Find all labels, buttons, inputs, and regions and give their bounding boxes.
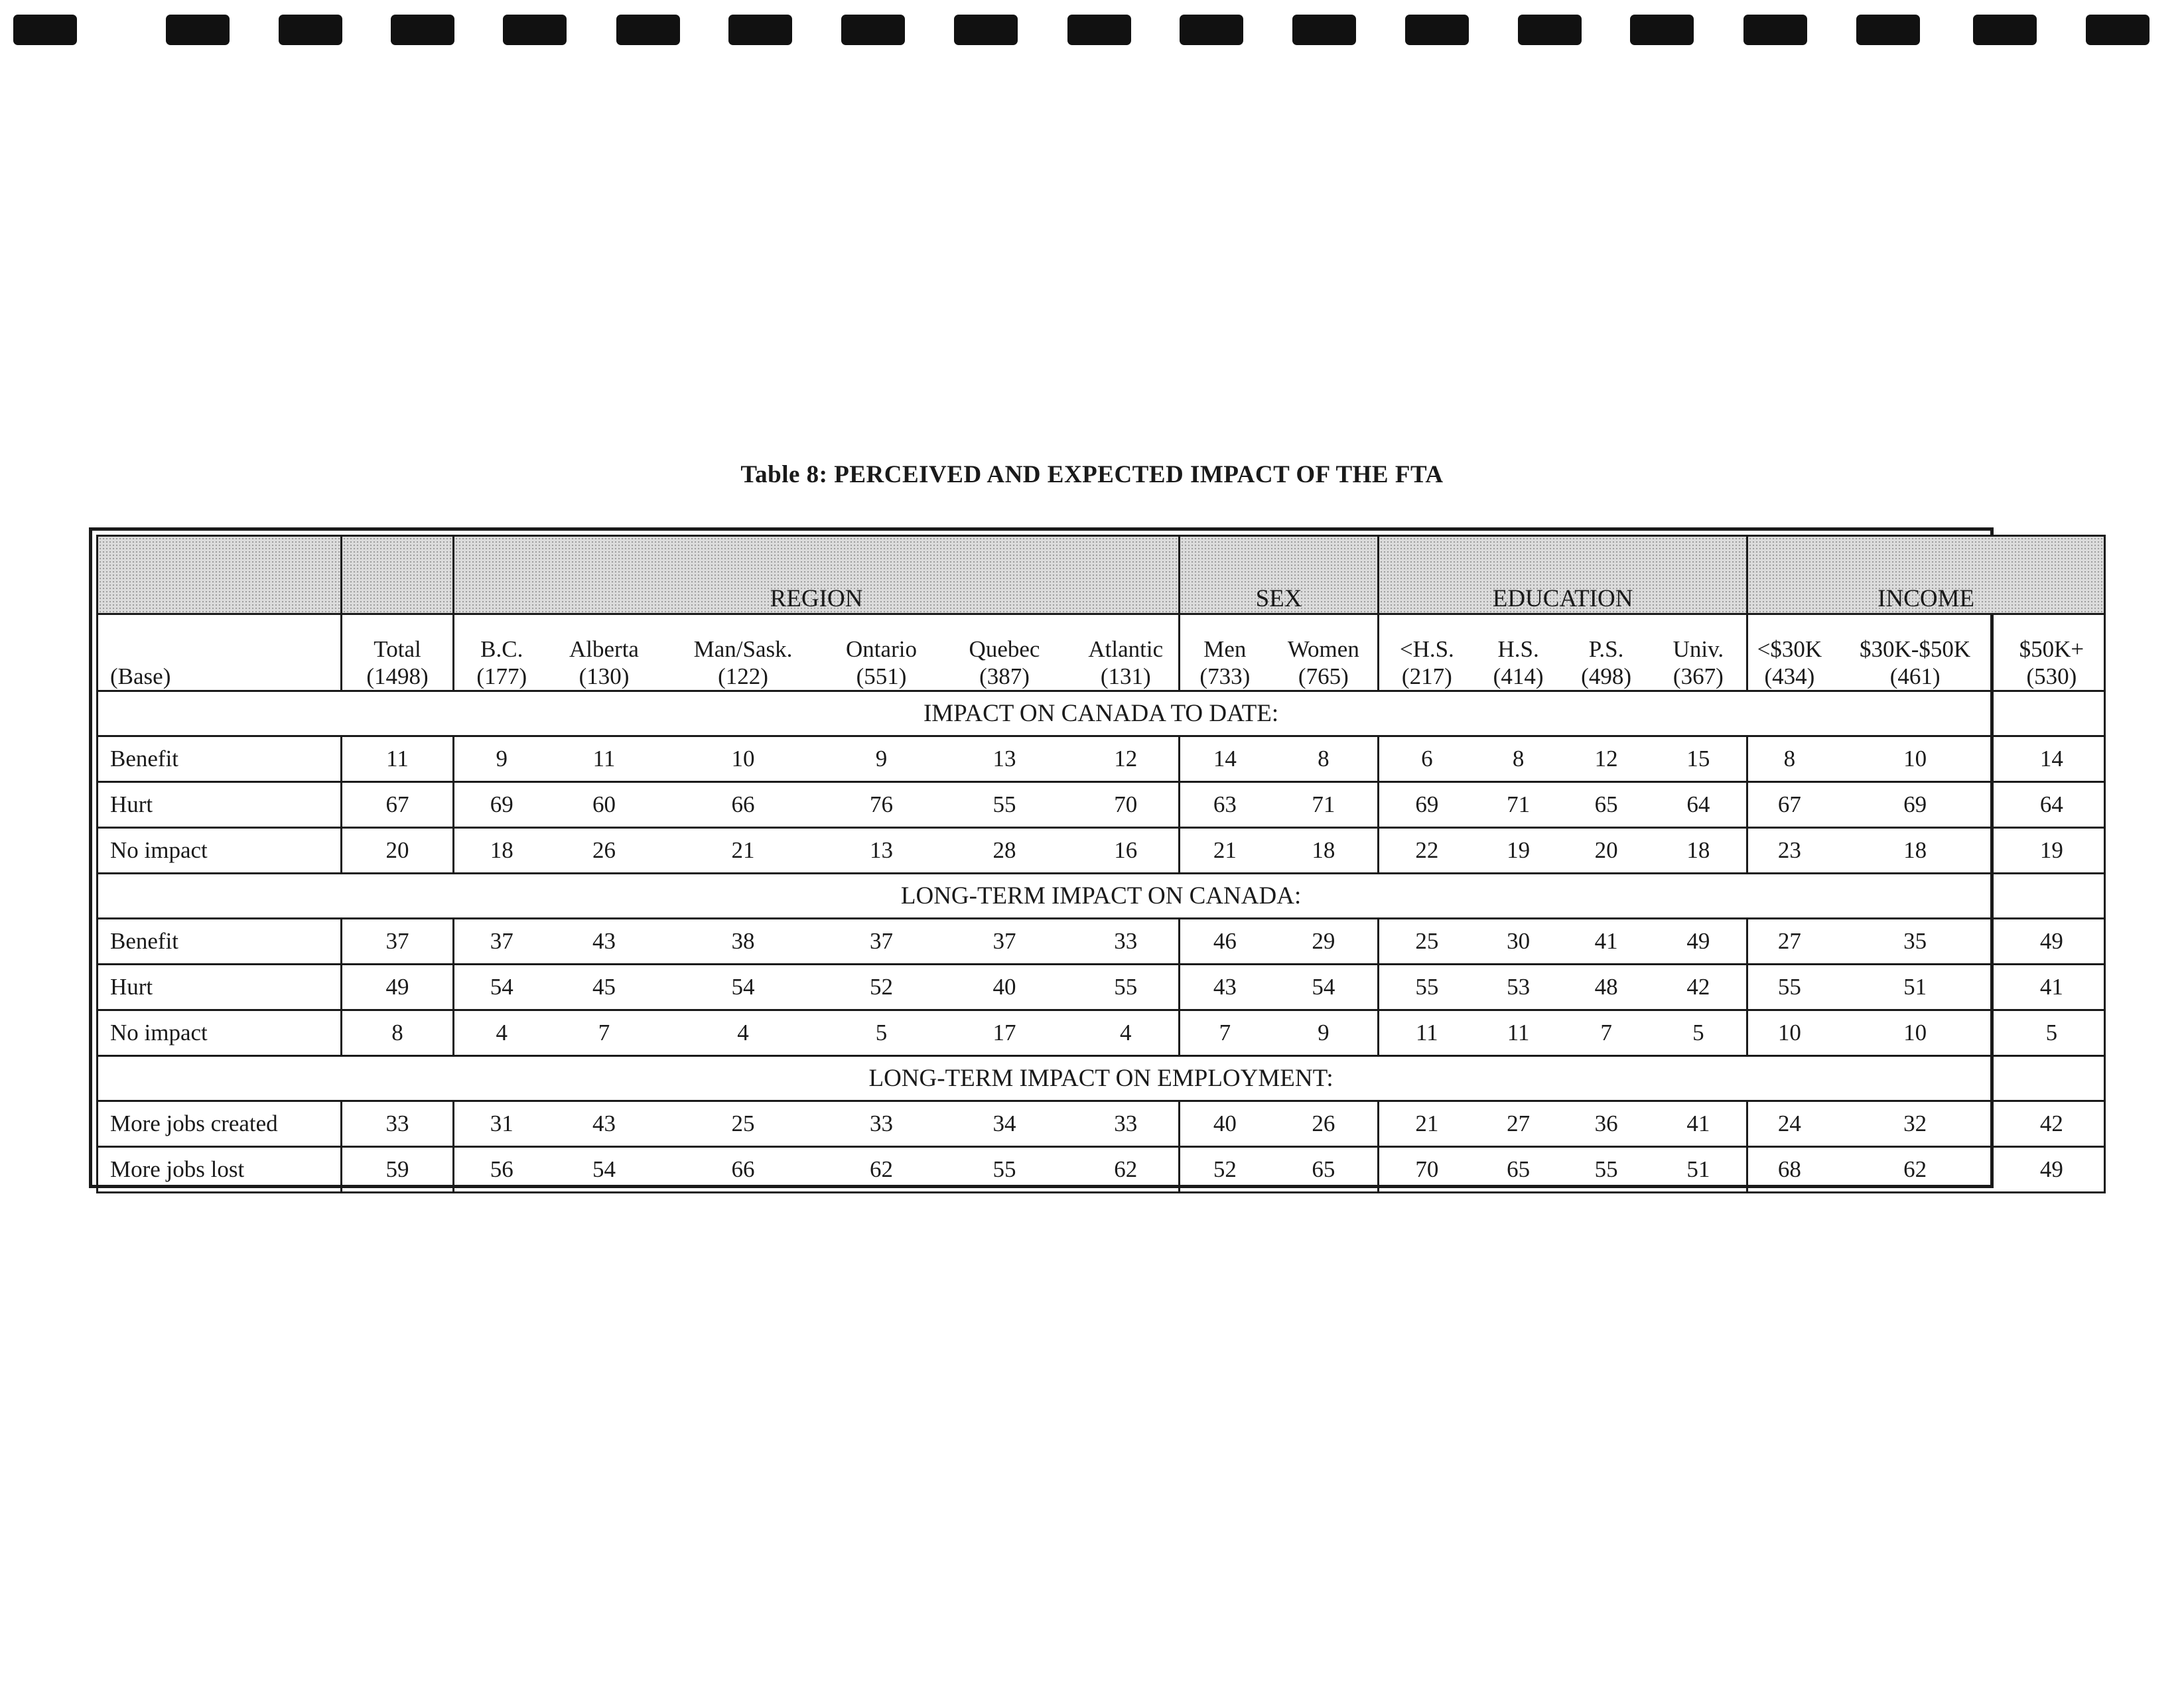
- table-cell: 68: [1747, 1147, 1831, 1193]
- binding-hole: [1973, 15, 2037, 45]
- total-header-cell: [342, 536, 454, 614]
- binding-holes: [13, 15, 2169, 45]
- column-header: [1562, 614, 1651, 691]
- base-label: (Base): [98, 614, 342, 691]
- row-label: No impact: [98, 828, 342, 874]
- table-cell: 16: [1073, 828, 1180, 874]
- table-cell: 55: [1747, 965, 1831, 1010]
- column-header: [1831, 614, 2000, 691]
- table-row: [98, 828, 2105, 874]
- table-row: [98, 782, 2105, 828]
- column-base: (177): [476, 663, 527, 689]
- table-cell: 49: [2000, 1147, 2105, 1193]
- table-cell: 12: [1073, 736, 1180, 782]
- binding-hole: [728, 15, 792, 45]
- table-cell: 54: [659, 965, 827, 1010]
- binding-hole: [1743, 15, 1807, 45]
- column-label: P.S.: [1588, 636, 1624, 662]
- section-heading: LONG-TERM IMPACT ON CANADA:: [98, 874, 2105, 919]
- binding-hole: [1856, 15, 1920, 45]
- table-cell: 7: [1180, 1010, 1270, 1056]
- table-cell: 19: [2000, 828, 2105, 874]
- table-cell: 23: [1747, 828, 1831, 874]
- column-base: (498): [1581, 663, 1631, 689]
- column-label: Ontario: [846, 636, 917, 662]
- table-cell: 25: [659, 1101, 827, 1147]
- table-cell: 21: [659, 828, 827, 874]
- table-cell: 27: [1475, 1101, 1562, 1147]
- column-label: B.C.: [480, 636, 523, 662]
- table-cell: 65: [1562, 782, 1651, 828]
- column-base: (131): [1100, 663, 1151, 689]
- table-cell: 62: [827, 1147, 936, 1193]
- table-cell: 8: [1475, 736, 1562, 782]
- binding-hole: [279, 15, 342, 45]
- binding-hole: [1405, 15, 1469, 45]
- table-cell: 7: [549, 1010, 659, 1056]
- table-cell: 52: [827, 965, 936, 1010]
- table-cell: 37: [827, 919, 936, 965]
- table-cell: 70: [1379, 1147, 1475, 1193]
- column-label: <$30K: [1757, 636, 1822, 662]
- column-base: (733): [1199, 663, 1251, 689]
- table-cell: 41: [2000, 965, 2105, 1010]
- section-heading: LONG-TERM IMPACT ON EMPLOYMENT:: [98, 1056, 2105, 1101]
- table-cell: 60: [549, 782, 659, 828]
- table-cell: 42: [1651, 965, 1747, 1010]
- section-row: [98, 874, 2105, 919]
- table-cell: 8: [1747, 736, 1831, 782]
- column-header-row: [98, 614, 2105, 691]
- table-cell: 62: [1073, 1147, 1180, 1193]
- table-cell: 35: [1831, 919, 2000, 965]
- table-cell: 6: [1379, 736, 1475, 782]
- table-cell: 9: [827, 736, 936, 782]
- column-base: (551): [856, 663, 907, 689]
- table-cell: 8: [1270, 736, 1379, 782]
- binding-hole: [1067, 15, 1131, 45]
- stub-header-cell: [98, 536, 342, 614]
- table-cell: 19: [1475, 828, 1562, 874]
- table-cell: 14: [2000, 736, 2105, 782]
- column-label: Man/Sask.: [693, 636, 793, 662]
- table-cell: 9: [1270, 1010, 1379, 1056]
- table-cell: 64: [1651, 782, 1747, 828]
- table-cell: 4: [1073, 1010, 1180, 1056]
- column-label: Atlantic: [1088, 636, 1164, 662]
- table-cell: 27: [1747, 919, 1831, 965]
- table-cell: 70: [1073, 782, 1180, 828]
- column-base: (414): [1493, 663, 1544, 689]
- table-row: [98, 1147, 2105, 1193]
- column-label: $50K+: [2019, 636, 2084, 662]
- row-label: Benefit: [98, 919, 342, 965]
- table-cell: 55: [936, 782, 1073, 828]
- table-cell: 10: [1831, 736, 2000, 782]
- table-cell: 52: [1180, 1147, 1270, 1193]
- group-income: INCOME: [1747, 536, 2105, 614]
- table-cell: 10: [1747, 1010, 1831, 1056]
- table-cell: 64: [2000, 782, 2105, 828]
- column-header: [1475, 614, 1562, 691]
- table-cell: 33: [1073, 1101, 1180, 1147]
- table-cell: 8: [342, 1010, 454, 1056]
- table-cell: 63: [1180, 782, 1270, 828]
- table-cell: 54: [454, 965, 549, 1010]
- table-cell: 31: [454, 1101, 549, 1147]
- binding-hole: [166, 15, 230, 45]
- table-cell: 22: [1379, 828, 1475, 874]
- table-cell: 43: [549, 1101, 659, 1147]
- column-base: (367): [1672, 663, 1724, 689]
- column-header: [1651, 614, 1747, 691]
- table-cell: 65: [1270, 1147, 1379, 1193]
- column-base: (122): [718, 663, 768, 689]
- table-cell: 55: [1562, 1147, 1651, 1193]
- data-table-frame: [89, 527, 2084, 1188]
- row-label: Hurt: [98, 782, 342, 828]
- column-label: Univ.: [1672, 636, 1724, 662]
- table-cell: 15: [1651, 736, 1747, 782]
- table-cell: 55: [936, 1147, 1073, 1193]
- table-cell: 41: [1562, 919, 1651, 965]
- table-row: [98, 965, 2105, 1010]
- column-header: [1270, 614, 1379, 691]
- table-row: [98, 1010, 2105, 1056]
- table-cell: 54: [549, 1147, 659, 1193]
- table-cell: 11: [342, 736, 454, 782]
- column-label: Women: [1287, 636, 1359, 662]
- column-label: Quebec: [969, 636, 1040, 662]
- table-cell: 24: [1747, 1101, 1831, 1147]
- table-cell: 42: [2000, 1101, 2105, 1147]
- column-base: (217): [1401, 663, 1452, 689]
- row-label: No impact: [98, 1010, 342, 1056]
- table-cell: 69: [1379, 782, 1475, 828]
- table-cell: 36: [1562, 1101, 1651, 1147]
- table-cell: 45: [549, 965, 659, 1010]
- group-sex: SEX: [1180, 536, 1379, 614]
- table-cell: 14: [1180, 736, 1270, 782]
- group-header-row: [98, 536, 2105, 614]
- column-header: [454, 614, 549, 691]
- table-cell: 71: [1270, 782, 1379, 828]
- table-cell: 28: [936, 828, 1073, 874]
- column-base: (130): [579, 663, 630, 689]
- table-cell: 11: [1475, 1010, 1562, 1056]
- column-header: [936, 614, 1073, 691]
- table-row: [98, 919, 2105, 965]
- group-education: EDUCATION: [1379, 536, 1747, 614]
- table-cell: 43: [549, 919, 659, 965]
- row-label: More jobs created: [98, 1101, 342, 1147]
- column-header: [342, 614, 454, 691]
- column-base: (765): [1298, 663, 1349, 689]
- table-row: [98, 1101, 2105, 1147]
- group-region: REGION: [454, 536, 1180, 614]
- table-cell: 10: [659, 736, 827, 782]
- table-cell: 33: [342, 1101, 454, 1147]
- column-header: [549, 614, 659, 691]
- table-cell: 33: [1073, 919, 1180, 965]
- table-cell: 41: [1651, 1101, 1747, 1147]
- row-label: Benefit: [98, 736, 342, 782]
- row-label: Hurt: [98, 965, 342, 1010]
- column-header: [2000, 614, 2105, 691]
- column-label: Alberta: [569, 636, 639, 662]
- column-base: (1498): [366, 663, 429, 689]
- binding-hole: [2086, 15, 2150, 45]
- binding-hole: [1292, 15, 1356, 45]
- table-cell: 62: [1831, 1147, 2000, 1193]
- column-header: [1073, 614, 1180, 691]
- column-header: [1379, 614, 1475, 691]
- table-cell: 66: [659, 1147, 827, 1193]
- column-header: [1747, 614, 1831, 691]
- table-cell: 51: [1831, 965, 2000, 1010]
- column-label: Total: [374, 636, 421, 662]
- table-cell: 20: [1562, 828, 1651, 874]
- binding-hole: [841, 15, 905, 45]
- column-base: (461): [1889, 663, 1941, 689]
- table-cell: 59: [342, 1147, 454, 1193]
- column-label: H.S.: [1497, 636, 1539, 662]
- table-cell: 49: [342, 965, 454, 1010]
- table-cell: 37: [342, 919, 454, 965]
- table-cell: 18: [1270, 828, 1379, 874]
- table-cell: 21: [1379, 1101, 1475, 1147]
- binding-hole: [954, 15, 1018, 45]
- binding-hole: [1630, 15, 1694, 45]
- binding-hole: [1518, 15, 1582, 45]
- section-heading: IMPACT ON CANADA TO DATE:: [98, 691, 2105, 736]
- table-cell: 48: [1562, 965, 1651, 1010]
- table-cell: 33: [827, 1101, 936, 1147]
- table-cell: 32: [1831, 1101, 2000, 1147]
- table-cell: 56: [454, 1147, 549, 1193]
- section-row: [98, 1056, 2105, 1101]
- table-cell: 51: [1651, 1147, 1747, 1193]
- table-cell: 18: [1831, 828, 2000, 874]
- table-cell: 20: [342, 828, 454, 874]
- column-label: <H.S.: [1399, 636, 1454, 662]
- table-cell: 4: [659, 1010, 827, 1056]
- binding-hole: [391, 15, 454, 45]
- table-cell: 37: [454, 919, 549, 965]
- table-cell: 13: [827, 828, 936, 874]
- table-cell: 21: [1180, 828, 1270, 874]
- table-cell: 5: [827, 1010, 936, 1056]
- column-header: [827, 614, 936, 691]
- table-cell: 11: [549, 736, 659, 782]
- column-header: [659, 614, 827, 691]
- section-row: [98, 691, 2105, 736]
- table-cell: 30: [1475, 919, 1562, 965]
- table-cell: 43: [1180, 965, 1270, 1010]
- table-cell: 26: [1270, 1101, 1379, 1147]
- table-cell: 7: [1562, 1010, 1651, 1056]
- table-title: Table 8: PERCEIVED AND EXPECTED IMPACT OF THE FTA: [740, 461, 1444, 488]
- table-cell: 10: [1831, 1010, 2000, 1056]
- table-cell: 67: [342, 782, 454, 828]
- table-cell: 71: [1475, 782, 1562, 828]
- binding-hole: [13, 15, 77, 45]
- table-cell: 13: [936, 736, 1073, 782]
- table-cell: 65: [1475, 1147, 1562, 1193]
- table-cell: 54: [1270, 965, 1379, 1010]
- binding-hole: [503, 15, 567, 45]
- column-base: (387): [979, 663, 1030, 689]
- table-cell: 12: [1562, 736, 1651, 782]
- table-cell: 18: [454, 828, 549, 874]
- row-label: More jobs lost: [98, 1147, 342, 1193]
- table-cell: 25: [1379, 919, 1475, 965]
- column-label: Men: [1203, 636, 1247, 662]
- table-cell: 46: [1180, 919, 1270, 965]
- table-cell: 76: [827, 782, 936, 828]
- table-cell: 11: [1379, 1010, 1475, 1056]
- table-cell: 26: [549, 828, 659, 874]
- table-cell: 29: [1270, 919, 1379, 965]
- table-cell: 38: [659, 919, 827, 965]
- column-header: [1180, 614, 1270, 691]
- table-cell: 37: [936, 919, 1073, 965]
- table-cell: 67: [1747, 782, 1831, 828]
- table-cell: 55: [1073, 965, 1180, 1010]
- binding-hole: [1180, 15, 1243, 45]
- table-cell: 5: [1651, 1010, 1747, 1056]
- table-row: [98, 736, 2105, 782]
- table-cell: 4: [454, 1010, 549, 1056]
- table-cell: 40: [1180, 1101, 1270, 1147]
- table-cell: 69: [1831, 782, 2000, 828]
- table-cell: 49: [1651, 919, 1747, 965]
- column-base: (434): [1764, 663, 1815, 689]
- table-cell: 18: [1651, 828, 1747, 874]
- table-cell: 55: [1379, 965, 1475, 1010]
- table-cell: 17: [936, 1010, 1073, 1056]
- table-cell: 9: [454, 736, 549, 782]
- table-cell: 53: [1475, 965, 1562, 1010]
- table-cell: 69: [454, 782, 549, 828]
- table-cell: 49: [2000, 919, 2105, 965]
- table-cell: 34: [936, 1101, 1073, 1147]
- table-cell: 66: [659, 782, 827, 828]
- binding-hole: [616, 15, 680, 45]
- column-base: (530): [2026, 663, 2077, 689]
- data-table: [96, 535, 2106, 1193]
- table-cell: 40: [936, 965, 1073, 1010]
- table-cell: 5: [2000, 1010, 2105, 1056]
- column-label: $30K-$50K: [1859, 636, 1971, 662]
